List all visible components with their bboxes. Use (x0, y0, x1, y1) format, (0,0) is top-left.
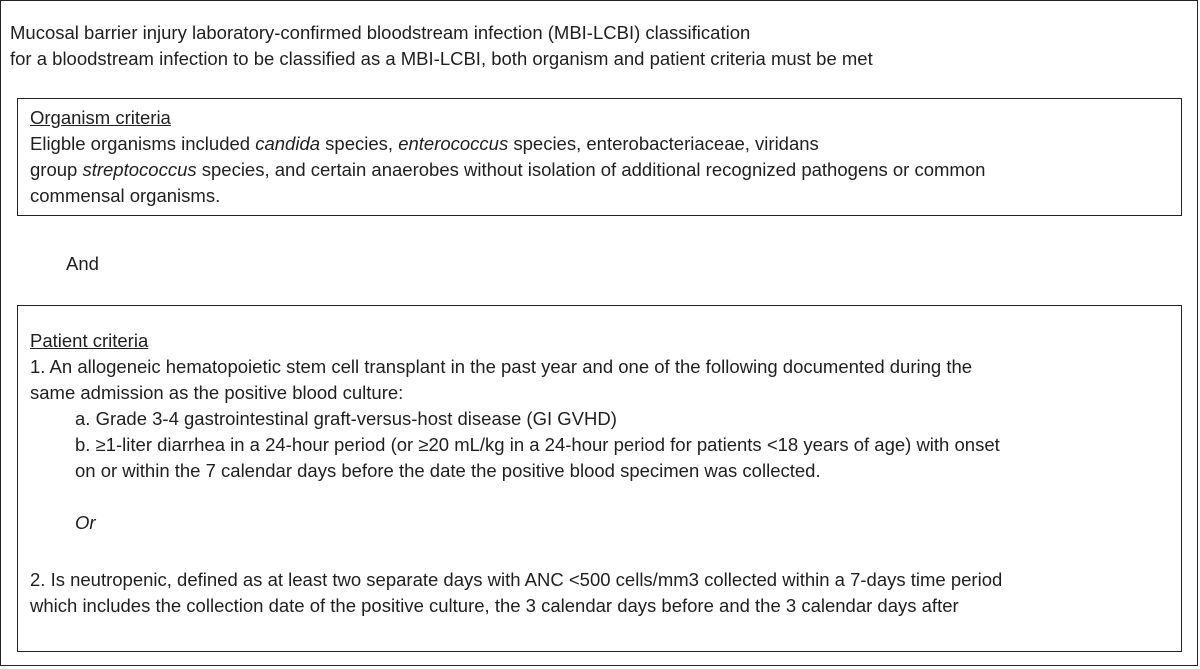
patient-criterion-1b-line-1: b. ≥1-liter diarrhea in a 24-hour period (or ≥20 mL/kg in a 24-hour period for patients <18 years of age) with onset (75, 434, 1000, 455)
organism-criteria-title: Organism criteria (30, 107, 171, 128)
patient-criteria-title: Patient criteria (30, 330, 149, 351)
patient-criterion-1-line-1: 1. An allogeneic hematopoietic stem cell transplant in the past year and one of the following documented during the (30, 356, 973, 377)
organism-criteria-line-3: commensal organisms. (30, 185, 221, 206)
organism-criteria-line-2: group streptococcus species, and certain anaerobes without isolation of additional recognized pathogens or common (30, 159, 986, 180)
patient-criterion-1-line-2: same admission as the positive blood culture: (30, 382, 404, 403)
organism-criteria-line-1: Eligble organisms included candida species, enterococcus species, enterobacteriaceae, viridans (30, 133, 819, 154)
document-header (10, 20, 1190, 72)
patient-criterion-2-line-1: 2. Is neutropenic, defined as at least two separate days with ANC <500 cells/mm3 collected within a 7-days time period (30, 569, 1003, 590)
header-subtitle: for a bloodstream infection to be classified as a MBI-LCBI, both organism and patient criteria must be met (10, 48, 873, 69)
patient-criterion-1b-line-2: on or within the 7 calendar days before the date the positive blood specimen was collected. (75, 460, 821, 481)
patient-criterion-1a: a. Grade 3-4 gastrointestinal graft-versus-host disease (GI GVHD) (75, 408, 617, 429)
and-connector: And (66, 253, 99, 274)
patient-criteria-box (17, 305, 1182, 652)
header-title: Mucosal barrier injury laboratory-confirmed bloodstream infection (MBI-LCBI) classification (10, 22, 751, 43)
or-connector: Or (75, 512, 96, 533)
patient-criterion-2-line-2: which includes the collection date of the positive culture, the 3 calendar days before and the 3 calendar days after (30, 595, 959, 616)
organism-criteria-box (17, 98, 1182, 216)
